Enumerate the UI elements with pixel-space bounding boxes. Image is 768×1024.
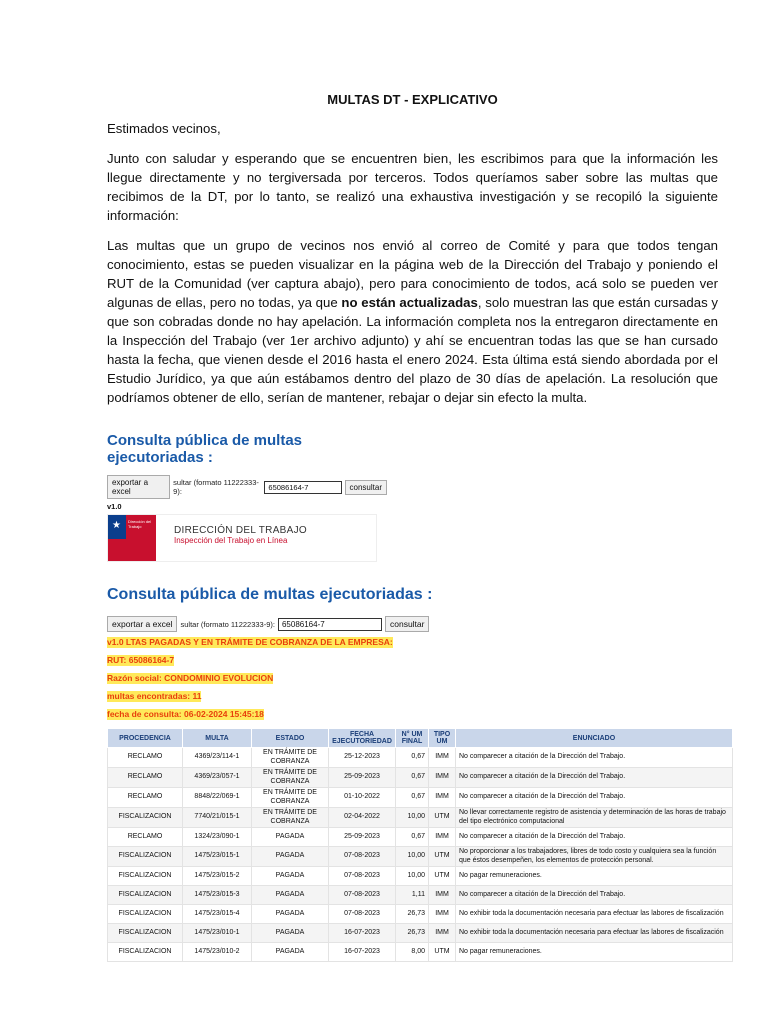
enunciado-cell: No proporcionar a los trabajadores, libres de todo costo y cualquiera sea la función que éstos desempeñen, los elementos de protección personal. bbox=[456, 847, 733, 867]
procedencia-cell: FISCALIZACION bbox=[108, 867, 183, 886]
multa-cell: 8848/22/069-1 bbox=[183, 788, 252, 808]
table-header-row bbox=[108, 729, 733, 748]
um-final-cell: 10,00 bbox=[396, 847, 429, 867]
result-summary bbox=[107, 632, 733, 722]
tipo-um-cell: IMM bbox=[429, 748, 456, 768]
summary-line: v1.0 LTAS PAGADAS Y EN TRÁMITE DE COBRANZA DE LA EMPRESA: bbox=[107, 637, 393, 647]
enunciado-cell: No pagar remuneraciones. bbox=[456, 943, 733, 962]
column-header: PROCEDENCIA bbox=[108, 729, 183, 748]
estado-cell: EN TRÁMITE DE COBRANZA bbox=[252, 748, 329, 768]
multa-cell: 1475/23/015-1 bbox=[183, 847, 252, 867]
multa-cell: 1475/23/010-2 bbox=[183, 943, 252, 962]
table-row bbox=[108, 943, 733, 962]
estado-cell: PAGADA bbox=[252, 867, 329, 886]
paragraph-2-part-2: , solo muestran las que están cursadas y que son cobradas donde no hay apelación. La información completa nos la entregaron directamente en la Inspección del Trabajo (ver 1er archivo adjunto) y ahí se encuentran todas las que se han cursado hasta la fecha, que vienen desde el 2016 hasta el enero 2024. Esta última está siendo abordada por el Estudio Jurídico, ya que aún estábamos dentro del plazo de 30 días de apelación. La resolución que podríamos obtener de ello, serían de mantener, rebajar o dejar sin efecto la multa. bbox=[107, 295, 718, 405]
table-row bbox=[108, 828, 733, 847]
screenshot-2-form bbox=[107, 616, 733, 632]
column-header: ESTADO bbox=[252, 729, 329, 748]
export-excel-button[interactable]: exportar a excel bbox=[107, 616, 177, 632]
multa-cell: 4369/23/114-1 bbox=[183, 748, 252, 768]
enunciado-cell: No comparecer a citación de la Dirección del Trabajo. bbox=[456, 748, 733, 768]
logo-text: Dirección del Trabajo bbox=[128, 519, 152, 529]
fecha-cell: 07-08-2023 bbox=[329, 886, 396, 905]
multa-cell: 1324/23/090-1 bbox=[183, 828, 252, 847]
estado-cell: PAGADA bbox=[252, 943, 329, 962]
tipo-um-cell: UTM bbox=[429, 867, 456, 886]
document-body bbox=[107, 92, 718, 418]
um-final-cell: 26,73 bbox=[396, 924, 429, 943]
procedencia-cell: RECLAMO bbox=[108, 788, 183, 808]
paragraph-2-part-1: Las multas que un grupo de vecinos nos envió al correo de Comité y para que todos tengan conocimiento, estas se pueden visualizar en la página web de la Dirección del Trabajo y poniendo el RUT de la Comunidad (ver captura abajo), pero para conocimiento de todos, acá solo se pueden ver algunas de ellas, pero no todas, ya que bbox=[107, 238, 718, 310]
fecha-cell: 16-07-2023 bbox=[329, 924, 396, 943]
procedencia-cell: FISCALIZACION bbox=[108, 905, 183, 924]
procedencia-cell: RECLAMO bbox=[108, 828, 183, 847]
screenshot-2 bbox=[107, 586, 733, 962]
fecha-cell: 01-10-2022 bbox=[329, 788, 396, 808]
enunciado-cell: No exhibir toda la documentación necesaria para efectuar las labores de fiscalización bbox=[456, 905, 733, 924]
greeting: Estimados vecinos, bbox=[107, 121, 221, 136]
column-header: FECHA EJECUTORIEDAD bbox=[329, 729, 396, 748]
fecha-cell: 07-08-2023 bbox=[329, 867, 396, 886]
fecha-cell: 07-08-2023 bbox=[329, 905, 396, 924]
screenshot-1-form bbox=[107, 475, 387, 499]
table-row bbox=[108, 867, 733, 886]
government-logo-icon: ★ Dirección del Trabajo bbox=[108, 515, 156, 561]
um-final-cell: 8,00 bbox=[396, 943, 429, 962]
um-final-cell: 10,00 bbox=[396, 808, 429, 828]
consult-button[interactable]: consultar bbox=[385, 616, 430, 632]
estado-cell: PAGADA bbox=[252, 905, 329, 924]
fecha-cell: 02-04-2022 bbox=[329, 808, 396, 828]
column-header: ENUNCIADO bbox=[456, 729, 733, 748]
table-row bbox=[108, 905, 733, 924]
export-excel-button[interactable]: exportar a excel bbox=[107, 475, 170, 499]
multa-cell: 7740/21/015-1 bbox=[183, 808, 252, 828]
summary-line: Razón social: CONDOMINIO EVOLUCION bbox=[107, 673, 274, 683]
tipo-um-cell: IMM bbox=[429, 828, 456, 847]
summary-line: RUT: 65086164-7 bbox=[107, 655, 175, 665]
version-label: v1.0 bbox=[107, 502, 122, 511]
multa-cell: 1475/23/010-1 bbox=[183, 924, 252, 943]
procedencia-cell: RECLAMO bbox=[108, 748, 183, 768]
tipo-um-cell: UTM bbox=[429, 808, 456, 828]
screenshot-1 bbox=[107, 432, 387, 548]
enunciado-cell: No exhibir toda la documentación necesaria para efectuar las labores de fiscalización bbox=[456, 924, 733, 943]
column-header: TIPO UM bbox=[429, 729, 456, 748]
enunciado-cell: No comparecer a citación de la Dirección del Trabajo. bbox=[456, 788, 733, 808]
estado-cell: PAGADA bbox=[252, 924, 329, 943]
table-row bbox=[108, 768, 733, 788]
summary-line: multas encontradas: 11 bbox=[107, 691, 202, 701]
multa-cell: 4369/23/057-1 bbox=[183, 768, 252, 788]
procedencia-cell: RECLAMO bbox=[108, 768, 183, 788]
column-header: N° UM FINAL bbox=[396, 729, 429, 748]
multa-cell: 1475/23/015-2 bbox=[183, 867, 252, 886]
tipo-um-cell: IMM bbox=[429, 768, 456, 788]
paragraph-2 bbox=[107, 236, 718, 407]
fines-table-body bbox=[108, 748, 733, 962]
estado-cell: EN TRÁMITE DE COBRANZA bbox=[252, 808, 329, 828]
enunciado-cell: No comparecer a citación de la Dirección del Trabajo. bbox=[456, 768, 733, 788]
estado-cell: PAGADA bbox=[252, 847, 329, 867]
paragraph-2-bold: no están actualizadas bbox=[341, 295, 478, 310]
table-row bbox=[108, 788, 733, 808]
procedencia-cell: FISCALIZACION bbox=[108, 808, 183, 828]
enunciado-cell: No comparecer a citación de la Dirección del Trabajo. bbox=[456, 828, 733, 847]
banner-subtitle: Inspección del Trabajo en Línea bbox=[174, 536, 288, 545]
table-row bbox=[108, 924, 733, 943]
fines-table bbox=[107, 728, 733, 962]
table-row bbox=[108, 748, 733, 768]
estado-cell: EN TRÁMITE DE COBRANZA bbox=[252, 788, 329, 808]
fecha-cell: 25-12-2023 bbox=[329, 748, 396, 768]
enunciado-cell: No comparecer a citación de la Dirección del Trabajo. bbox=[456, 886, 733, 905]
fecha-cell: 25-09-2023 bbox=[329, 828, 396, 847]
tipo-um-cell: IMM bbox=[429, 886, 456, 905]
rut-input[interactable]: 65086164-7 bbox=[264, 481, 341, 494]
enunciado-cell: No pagar remuneraciones. bbox=[456, 867, 733, 886]
column-header: MULTA bbox=[183, 729, 252, 748]
tipo-um-cell: IMM bbox=[429, 905, 456, 924]
screenshot-2-heading: Consulta pública de multas ejecutoriadas : bbox=[107, 586, 433, 603]
summary-line: fecha de consulta: 06-02-2024 15:45:18 bbox=[107, 709, 264, 719]
table-row bbox=[108, 886, 733, 905]
um-final-cell: 26,73 bbox=[396, 905, 429, 924]
procedencia-cell: FISCALIZACION bbox=[108, 886, 183, 905]
multa-cell: 1475/23/015-4 bbox=[183, 905, 252, 924]
tipo-um-cell: IMM bbox=[429, 924, 456, 943]
document-title: MULTAS DT - EXPLICATIVO bbox=[327, 92, 498, 107]
screenshot-1-heading: Consulta pública de multas ejecutoriadas : bbox=[107, 432, 303, 466]
um-final-cell: 0,67 bbox=[396, 748, 429, 768]
table-row bbox=[108, 808, 733, 828]
rut-label: sultar (formato 11222333-9): bbox=[180, 619, 275, 629]
tipo-um-cell: UTM bbox=[429, 847, 456, 867]
procedencia-cell: FISCALIZACION bbox=[108, 924, 183, 943]
procedencia-cell: FISCALIZACION bbox=[108, 847, 183, 867]
table-row bbox=[108, 847, 733, 867]
tipo-um-cell: IMM bbox=[429, 788, 456, 808]
fecha-cell: 07-08-2023 bbox=[329, 847, 396, 867]
tipo-um-cell: UTM bbox=[429, 943, 456, 962]
estado-cell: EN TRÁMITE DE COBRANZA bbox=[252, 768, 329, 788]
um-final-cell: 10,00 bbox=[396, 867, 429, 886]
rut-input[interactable]: 65086164-7 bbox=[278, 618, 382, 631]
banner-title: DIRECCIÓN DEL TRABAJO bbox=[174, 525, 307, 536]
um-final-cell: 0,67 bbox=[396, 788, 429, 808]
um-final-cell: 1,11 bbox=[396, 886, 429, 905]
fecha-cell: 25-09-2023 bbox=[329, 768, 396, 788]
consult-button[interactable]: consultar bbox=[345, 480, 387, 495]
multa-cell: 1475/23/015-3 bbox=[183, 886, 252, 905]
um-final-cell: 0,67 bbox=[396, 768, 429, 788]
fecha-cell: 16-07-2023 bbox=[329, 943, 396, 962]
rut-label: sultar (formato 11222333-9): bbox=[173, 478, 259, 496]
um-final-cell: 0,67 bbox=[396, 828, 429, 847]
paragraph-1: Junto con saludar y esperando que se encuentren bien, les escribimos para que la información les llegue directamente y no tergiversada por terceros. Todos queríamos saber sobre las multas que recibimos de la DT, por lo tanto, se realizó una exhaustiva investigación y se recopiló la siguiente información: bbox=[107, 151, 718, 223]
estado-cell: PAGADA bbox=[252, 886, 329, 905]
procedencia-cell: FISCALIZACION bbox=[108, 943, 183, 962]
estado-cell: PAGADA bbox=[252, 828, 329, 847]
dt-banner bbox=[107, 514, 377, 562]
enunciado-cell: No llevar correctamente registro de asistencia y determinación de las horas de trabajo del tipo electrónico computacional bbox=[456, 808, 733, 828]
